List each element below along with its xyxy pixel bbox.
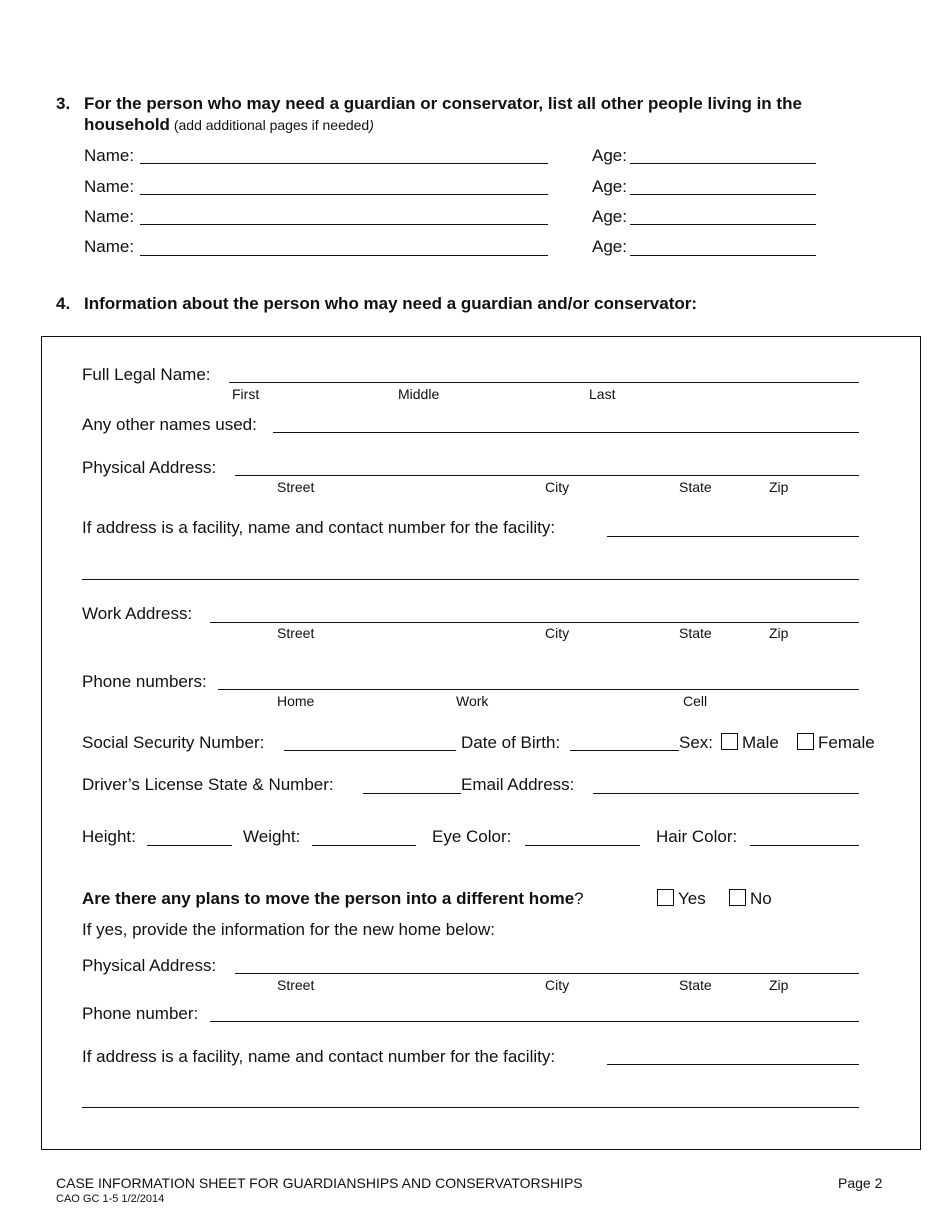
work-street-caption: Street [277,625,315,641]
household-age-field-1[interactable] [630,163,816,164]
move-yes-option[interactable] [657,889,706,909]
move-yes-checkbox[interactable] [657,889,674,906]
household-age-field-3[interactable] [630,224,816,225]
phone-numbers-field[interactable] [218,689,859,690]
new-physical-address-label: Physical Address: [82,956,217,975]
work-state-caption: State [679,625,712,641]
q3-household: household [84,115,170,134]
facility-field[interactable] [607,536,859,537]
license-label: Driver’s License State & Number: [82,775,334,794]
male-label: Male [742,733,779,752]
work-address-label: Work Address: [82,604,193,623]
ssn-field[interactable] [284,750,456,751]
facility-field-line2[interactable] [82,579,859,580]
work-city-caption: City [545,625,570,641]
sex-label: Sex: [679,733,714,752]
hair-color-field[interactable] [750,845,859,846]
household-age-label-2: Age: [592,177,627,196]
household-age-label-1: Age: [592,146,627,165]
cell-caption: Cell [683,693,708,709]
ssn-label: Social Security Number: [82,733,265,752]
home-caption: Home [277,693,315,709]
household-name-field-3[interactable] [140,224,548,225]
street-caption: Street [277,479,315,495]
move-no-label: No [750,889,772,908]
city-caption: City [545,479,570,495]
household-name-field-1[interactable] [140,163,548,164]
household-age-label-3: Age: [592,207,627,226]
height-label: Height: [82,827,136,846]
move-no-checkbox[interactable] [729,889,746,906]
move-no-option[interactable] [729,889,772,909]
work-address-field[interactable] [210,622,859,623]
dob-label: Date of Birth: [461,733,561,752]
footer-code: CAO GC 1-5 1/2/2014 [56,1193,165,1205]
weight-label: Weight: [243,827,301,846]
physical-address-label: Physical Address: [82,458,217,477]
household-name-field-4[interactable] [140,255,548,256]
new-facility-label: If address is a facility, name and contact number for the facility: [82,1047,556,1066]
email-field[interactable] [593,793,859,794]
household-age-label-4: Age: [592,237,627,256]
eye-color-field[interactable] [525,845,640,846]
other-names-label: Any other names used: [82,415,257,434]
middle-caption: Middle [398,386,440,402]
q3-number: 3. [56,94,71,113]
q3-note-paren: ) [369,117,374,133]
sex-female-option[interactable] [797,733,875,753]
household-name-label-1: Name: [84,146,135,165]
new-zip-caption: Zip [769,977,789,993]
dob-field[interactable] [570,750,679,751]
phone-numbers-label: Phone numbers: [82,672,207,691]
new-facility-field-line2[interactable] [82,1107,859,1108]
household-name-label-4: Name: [84,237,135,256]
work-caption: Work [456,693,489,709]
q4-number: 4. [56,294,71,313]
footer-title: CASE INFORMATION SHEET FOR GUARDIANSHIPS AND CONSERVATORSHIPS [56,1175,583,1191]
household-name-field-2[interactable] [140,194,548,195]
if-yes-instruction: If yes, provide the information for the new home below: [82,920,495,939]
household-age-field-2[interactable] [630,194,816,195]
move-question-mark: ? [574,889,584,908]
email-label: Email Address: [461,775,575,794]
other-names-field[interactable] [273,432,859,433]
phone-number-label: Phone number: [82,1004,199,1023]
work-zip-caption: Zip [769,625,789,641]
facility-label: If address is a facility, name and contact number for the facility: [82,518,556,537]
move-yes-label: Yes [678,889,706,908]
q3-note: (add additional pages if needed [169,117,370,133]
state-caption: State [679,479,712,495]
hair-color-label: Hair Color: [656,827,738,846]
new-street-caption: Street [277,977,315,993]
zip-caption: Zip [769,479,789,495]
sex-male-option[interactable] [721,733,779,753]
phone-number-field[interactable] [210,1021,859,1022]
last-caption: Last [589,386,616,402]
new-physical-address-field[interactable] [235,973,859,974]
q3-title-line2 [84,115,374,135]
new-facility-field[interactable] [607,1064,859,1065]
license-field[interactable] [363,793,461,794]
move-question [82,889,584,909]
full-legal-name-label: Full Legal Name: [82,365,211,384]
female-label: Female [818,733,875,752]
eye-color-label: Eye Color: [432,827,512,846]
weight-field[interactable] [312,845,416,846]
female-checkbox[interactable] [797,733,814,750]
q3-title: For the person who may need a guardian or conservator, list all other people living in the [84,94,802,113]
new-city-caption: City [545,977,570,993]
household-name-label-3: Name: [84,207,135,226]
household-age-field-4[interactable] [630,255,816,256]
height-field[interactable] [147,845,232,846]
new-state-caption: State [679,977,712,993]
move-question-text: Are there any plans to move the person into a different home [82,889,575,908]
household-name-label-2: Name: [84,177,135,196]
physical-address-field[interactable] [235,475,859,476]
q4-title: Information about the person who may need a guardian and/or conservator: [84,294,698,313]
full-legal-name-field[interactable] [229,382,859,383]
page-number: Page 2 [838,1175,883,1191]
first-caption: First [232,386,260,402]
male-checkbox[interactable] [721,733,738,750]
